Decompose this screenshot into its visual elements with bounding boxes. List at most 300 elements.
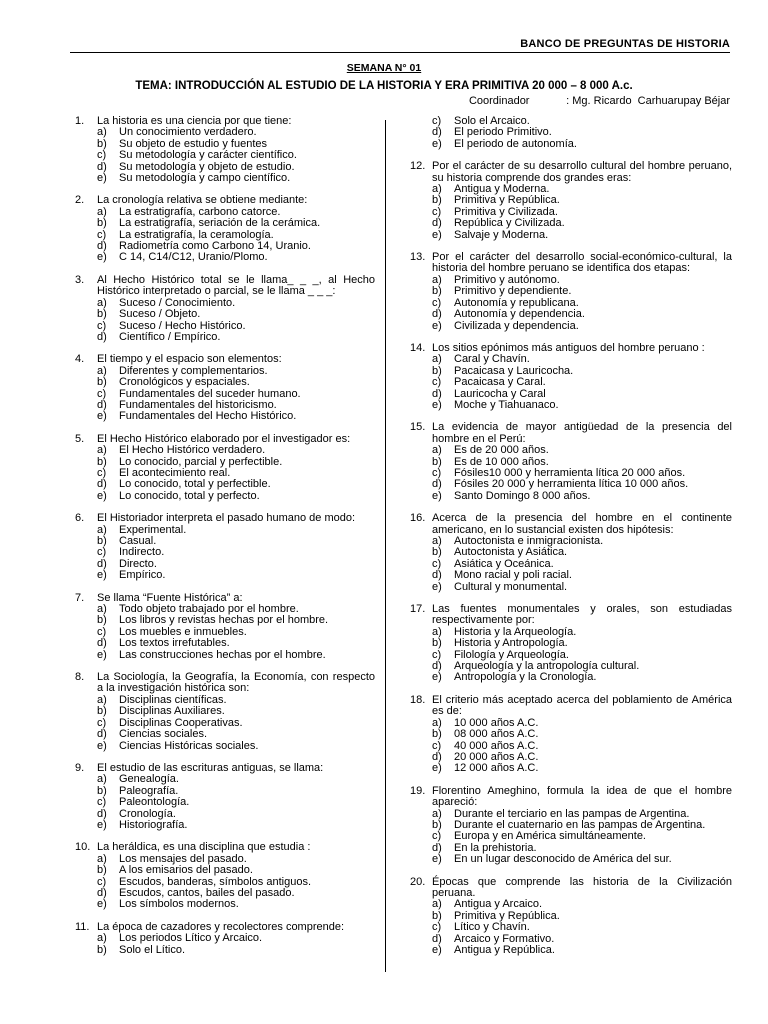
option-text: Los símbolos modernos. <box>119 898 239 911</box>
option-text: Ciencias Históricas sociales. <box>119 739 259 752</box>
answer-option <box>75 491 375 502</box>
option-letter: e) <box>432 580 442 593</box>
answer-option <box>75 945 375 956</box>
answer-option <box>75 899 375 910</box>
option-letter: b) <box>97 864 107 877</box>
option-letter: c) <box>97 387 107 400</box>
question-item <box>75 116 375 184</box>
option-text: Los textos irrefutables. <box>119 637 230 650</box>
left-column <box>75 116 375 967</box>
option-text: Lo conocido, total y perfectible. <box>119 478 271 491</box>
option-letter: c) <box>432 648 442 661</box>
option-text: Arqueología y la antropología cultural. <box>454 660 640 673</box>
option-letter: e) <box>432 489 442 502</box>
option-text: Primitiva y República. <box>454 194 560 207</box>
option-letter: d) <box>432 750 442 763</box>
option-text: Fósiles 20 000 y herramienta lítica 10 000 años. <box>454 478 689 491</box>
option-letter: a) <box>432 183 442 196</box>
option-text: Cronológicos y espaciales. <box>119 376 250 389</box>
option-text: Indirecto. <box>119 546 165 559</box>
option-letter: b) <box>432 637 442 650</box>
option-text: Científico / Empírico. <box>119 330 221 343</box>
question-number: 9. <box>75 761 85 774</box>
option-text: Asiática y Oceánica. <box>454 557 554 570</box>
option-text: Durante el terciario en las pampas de Argentina. <box>454 807 690 820</box>
question-text: La heráldica, es una disciplina que estudia : <box>97 841 311 854</box>
option-letter: c) <box>97 319 107 332</box>
question-number: 2. <box>75 194 85 207</box>
option-letter: e) <box>432 853 442 866</box>
q11-continuation <box>410 116 732 150</box>
option-text: 40 000 años A.C. <box>454 739 539 752</box>
option-letter: c) <box>432 830 442 843</box>
option-text: Lo conocido, total y perfecto. <box>119 489 260 502</box>
option-text: Paleografía. <box>119 784 179 797</box>
question-stem <box>75 672 375 695</box>
question-item <box>75 195 375 263</box>
option-text: Fósiles10 000 y herramienta lítica 20 000 años. <box>454 466 686 479</box>
column-divider <box>385 120 386 972</box>
option-text: 20 000 años A.C. <box>454 750 539 763</box>
answer-option <box>75 150 375 161</box>
question-text: La historia es una ciencia por que tiene: <box>97 115 292 127</box>
option-letter: c) <box>97 149 107 162</box>
answer-option <box>75 570 375 581</box>
option-text: Su metodología y carácter científico. <box>119 149 297 162</box>
question-stem <box>410 786 732 809</box>
option-text: República y Civilizada. <box>454 217 565 230</box>
option-letter: b) <box>432 546 442 559</box>
question-item <box>410 695 732 775</box>
option-letter: e) <box>432 671 442 684</box>
answer-option <box>410 570 732 581</box>
option-text: Ciencias sociales. <box>119 728 208 741</box>
option-text: 10 000 años A.C. <box>454 716 539 729</box>
option-text: Paleontología. <box>119 796 190 809</box>
option-text: Los periodos Lítico y Arcaico. <box>119 932 263 945</box>
option-letter: a) <box>97 205 107 218</box>
answer-option <box>410 218 732 229</box>
option-letter: a) <box>97 523 107 536</box>
option-text: 08 000 años A.C. <box>454 728 539 741</box>
question-item <box>410 877 732 957</box>
option-letter: c) <box>97 546 107 559</box>
option-letter: b) <box>97 784 107 797</box>
question-text: Al Hecho Histórico total se le llama_ _ _, al Hecho Histórico interpretado o parcial, se le llama _ _ _: <box>97 273 375 298</box>
option-letter: e) <box>97 410 107 423</box>
option-letter: d) <box>97 728 107 741</box>
option-text: Solo el Arcaico. <box>454 115 530 127</box>
answer-option <box>410 854 732 865</box>
option-letter: a) <box>432 273 442 286</box>
option-text: Todo objeto trabajado por el hombre. <box>119 603 299 616</box>
option-text: Pacaicasa y Caral. <box>454 376 546 389</box>
option-letter: e) <box>97 818 107 831</box>
option-letter: c) <box>97 716 107 729</box>
option-letter: d) <box>97 240 107 253</box>
option-letter: b) <box>97 614 107 627</box>
question-number: 17. <box>410 603 426 616</box>
option-text: Es de 10 000 años. <box>454 455 549 468</box>
question-text: Por el carácter del desarrollo social-económico-cultural, la historia del hombre peruano se identifica dos etapas: <box>432 251 732 275</box>
option-letter: e) <box>97 648 107 661</box>
option-letter: a) <box>97 603 107 616</box>
option-letter: c) <box>97 625 107 638</box>
answer-option <box>410 321 732 332</box>
option-letter: a) <box>97 773 107 786</box>
answer-option <box>75 865 375 876</box>
option-text: El periodo Primitivo. <box>454 126 552 139</box>
question-item <box>75 763 375 831</box>
option-text: Historia y la Arqueología. <box>454 625 577 638</box>
option-letter: c) <box>432 466 442 479</box>
option-text: Diferentes y complementarios. <box>119 364 268 377</box>
question-item <box>75 513 375 581</box>
question-item <box>410 786 732 866</box>
question-text: La Sociología, la Geografía, la Economía, con respecto a la investigación histórica son: <box>97 671 375 695</box>
answer-option <box>75 445 375 456</box>
option-letter: e) <box>97 569 107 582</box>
option-letter: e) <box>432 137 442 150</box>
option-letter: c) <box>432 115 442 127</box>
option-letter: d) <box>97 557 107 570</box>
option-text: Genealogía. <box>119 773 179 786</box>
answer-option <box>75 774 375 785</box>
option-text: Autoctonista e inmigracionista. <box>454 535 604 547</box>
answer-option <box>410 230 732 241</box>
question-item <box>75 922 375 956</box>
option-text: La estratigrafía, la ceramología. <box>119 228 274 241</box>
question-number: 8. <box>75 671 85 684</box>
option-text: Un conocimiento verdadero. <box>119 126 257 139</box>
option-letter: d) <box>97 478 107 491</box>
option-letter: a) <box>97 364 107 377</box>
option-text: Primitiva y República. <box>454 909 560 922</box>
option-letter: d) <box>432 387 442 400</box>
option-text: Salvaje y Moderna. <box>454 228 549 241</box>
option-letter: a) <box>432 807 442 820</box>
option-letter: b) <box>97 455 107 468</box>
question-number: 1. <box>75 115 85 127</box>
option-text: Escudos, banderas, símbolos antiguos. <box>119 875 312 888</box>
option-letter: d) <box>97 886 107 899</box>
option-text: Los muebles e inmuebles. <box>119 625 247 638</box>
option-letter: a) <box>97 693 107 706</box>
option-text: Historia y Antropología. <box>454 637 568 650</box>
option-text: Su metodología y campo científico. <box>119 172 291 185</box>
option-letter: d) <box>432 308 442 321</box>
option-text: Antigua y República. <box>454 944 555 956</box>
option-text: Directo. <box>119 557 157 570</box>
question-item <box>410 343 732 411</box>
option-text: Cronología. <box>119 807 176 820</box>
question-text: Acerca de la presencia del hombre en el continente americano, en lo sustancial existen dos hipótesis: <box>432 512 732 536</box>
question-item <box>75 672 375 752</box>
option-text: Moche y Tiahuanaco. <box>454 398 559 411</box>
question-number: 20. <box>410 875 426 888</box>
option-text: Su metodología y objeto de estudio. <box>119 160 295 173</box>
option-text: El periodo de autonomía. <box>454 137 577 150</box>
option-letter: d) <box>97 160 107 173</box>
question-text: La cronología relativa se obtiene mediante: <box>97 194 308 207</box>
answer-option <box>410 377 732 388</box>
option-text: Autonomía y dependencia. <box>454 308 585 321</box>
answer-option <box>410 491 732 502</box>
option-text: Caral y Chavín. <box>454 353 530 366</box>
option-text: En un lugar desconocido de América del sur. <box>454 853 672 866</box>
answer-option <box>410 729 732 740</box>
topic-heading: TEMA: INTRODUCCIÓN AL ESTUDIO DE LA HISTORIA Y ERA PRIMITIVA 20 000 – 8 000 A.c. <box>135 80 633 92</box>
option-letter: d) <box>432 217 442 230</box>
option-letter: a) <box>432 625 442 638</box>
answer-option <box>410 354 732 365</box>
option-letter: d) <box>432 660 442 673</box>
question-text: El Historiador interpreta el pasado humano de modo: <box>97 512 356 525</box>
option-text: Lauricocha y Caral <box>454 387 546 400</box>
option-text: Disciplinas científicas. <box>119 693 227 706</box>
question-text: Épocas que comprende las historia de la Civilización peruana. <box>432 875 732 899</box>
answer-option <box>410 763 732 774</box>
answer-option <box>75 332 375 343</box>
option-letter: b) <box>432 194 442 207</box>
question-stem <box>75 354 375 365</box>
option-text: Suceso / Conocimiento. <box>119 296 236 309</box>
option-letter: b) <box>97 705 107 718</box>
option-letter: e) <box>432 944 442 956</box>
option-text: Autonomía y republicana. <box>454 296 579 309</box>
question-text: El estudio de las escrituras antiguas, se llama: <box>97 761 324 774</box>
option-letter: e) <box>97 739 107 752</box>
question-item <box>410 604 732 684</box>
option-text: Lítico y Chavín. <box>454 921 530 934</box>
question-stem <box>410 252 732 275</box>
question-stem <box>75 513 375 524</box>
option-text: A los emisarios del pasado. <box>119 864 253 877</box>
question-text: El Hecho Histórico elaborado por el investigador es: <box>97 432 351 445</box>
option-text: Primitivo y autónomo. <box>454 273 560 286</box>
option-text: Fundamentales del historicismo. <box>119 398 277 411</box>
answer-option <box>410 309 732 320</box>
question-number: 15. <box>410 421 426 434</box>
week-heading: SEMANA N° 01 <box>346 62 422 74</box>
answer-option <box>75 252 375 263</box>
option-letter: c) <box>97 875 107 888</box>
option-letter: a) <box>432 353 442 366</box>
option-letter: b) <box>432 728 442 741</box>
option-letter: a) <box>432 444 442 457</box>
option-text: Filología y Arqueología. <box>454 648 569 661</box>
option-text: 12 000 años A.C. <box>454 762 539 775</box>
question-item <box>75 275 375 343</box>
option-letter: d) <box>97 637 107 650</box>
answer-option <box>410 945 732 956</box>
option-letter: c) <box>432 739 442 752</box>
answer-option <box>75 729 375 740</box>
option-letter: c) <box>97 228 107 241</box>
question-number: 5. <box>75 432 85 445</box>
question-item <box>410 161 732 241</box>
option-letter: b) <box>97 217 107 230</box>
option-letter: e) <box>97 172 107 185</box>
option-text: En la prehistoria. <box>454 841 537 854</box>
question-number: 6. <box>75 512 85 525</box>
option-text: Autoctonista y Asiática. <box>454 546 568 559</box>
answer-option <box>410 922 732 933</box>
option-text: Empírico. <box>119 569 166 582</box>
option-letter: a) <box>97 126 107 139</box>
option-letter: c) <box>432 921 442 934</box>
answer-option <box>75 638 375 649</box>
option-text: Civilizada y dependencia. <box>454 319 579 332</box>
answer-option <box>75 411 375 422</box>
question-stem <box>410 161 732 184</box>
question-item <box>410 422 732 502</box>
option-letter: c) <box>432 557 442 570</box>
question-stem <box>410 695 732 718</box>
answer-option <box>75 820 375 831</box>
question-number: 18. <box>410 693 426 706</box>
answer-option <box>410 139 732 150</box>
question-number: 16. <box>410 512 426 525</box>
option-letter: b) <box>97 376 107 389</box>
question-stem <box>410 604 732 627</box>
option-letter: c) <box>97 466 107 479</box>
question-number: 14. <box>410 341 426 354</box>
answer-option <box>410 638 732 649</box>
question-stem <box>410 422 732 445</box>
option-letter: e) <box>432 762 442 775</box>
option-text: Lo conocido, parcial y perfectible. <box>119 455 283 468</box>
answer-option <box>75 309 375 320</box>
question-text: La época de cazadores y recolectores comprende: <box>97 920 345 933</box>
option-text: Las construcciones hechas por el hombre. <box>119 648 326 661</box>
option-letter: b) <box>97 137 107 150</box>
option-text: La estratigrafía, seriación de la cerámica. <box>119 217 321 230</box>
question-text: Florentino Ameghino, formula la idea de que el hombre apareció: <box>432 784 732 809</box>
option-text: Fundamentales del suceder humano. <box>119 387 301 400</box>
option-text: Los libros y revistas hechas por el hombre. <box>119 614 329 627</box>
option-letter: c) <box>432 205 442 218</box>
question-number: 3. <box>75 273 85 286</box>
answer-option <box>75 218 375 229</box>
option-letter: e) <box>432 398 442 411</box>
option-text: Radiometría como Carbono 14, Uranio. <box>119 240 311 253</box>
option-letter: c) <box>432 296 442 309</box>
answer-option <box>75 741 375 752</box>
question-text: Por el carácter de su desarrollo cultural del hombre peruano, su historia comprende dos grandes eras: <box>432 160 732 184</box>
question-text: Los sitios epónimos más antiguos del hombre peruano : <box>432 341 705 354</box>
option-letter: a) <box>97 932 107 945</box>
answer-option <box>410 445 732 456</box>
option-text: Cultural y monumental. <box>454 580 568 593</box>
option-text: Antropología y la Cronología. <box>454 671 597 684</box>
option-text: Arcaico y Formativo. <box>454 932 555 945</box>
question-number: 4. <box>75 353 85 366</box>
option-text: Mono racial y poli racial. <box>454 569 572 582</box>
answer-option <box>75 797 375 808</box>
option-letter: d) <box>97 330 107 343</box>
option-letter: b) <box>97 308 107 321</box>
option-text: Su objeto de estudio y fuentes <box>119 137 267 150</box>
option-letter: a) <box>432 716 442 729</box>
option-text: Fundamentales del Hecho Histórico. <box>119 410 297 423</box>
option-text: El acontecimiento real. <box>119 466 231 479</box>
option-letter: d) <box>97 807 107 820</box>
option-letter: e) <box>97 489 107 502</box>
option-text: Primitivo y dependiente. <box>454 285 572 298</box>
question-text: Se llama “Fuente Histórica” a: <box>97 591 243 604</box>
option-text: Solo el Lítico. <box>119 943 186 956</box>
answer-option <box>75 650 375 661</box>
option-letter: e) <box>97 251 107 264</box>
answer-option <box>75 377 375 388</box>
option-letter: b) <box>432 818 442 831</box>
question-text: El criterio más aceptado acerca del poblamiento de América es de: <box>432 693 732 718</box>
option-letter: d) <box>432 932 442 945</box>
question-stem <box>410 877 732 900</box>
answer-option <box>410 286 732 297</box>
question-text: Las fuentes monumentales y orales, son estudiadas respectivamente por: <box>432 603 732 627</box>
option-letter: e) <box>97 898 107 911</box>
option-letter: d) <box>432 569 442 582</box>
option-text: Primitiva y Civilizada. <box>454 205 558 218</box>
answer-option <box>75 706 375 717</box>
document-title: BANCO DE PREGUNTAS DE HISTORIA <box>520 38 730 50</box>
question-item <box>75 354 375 422</box>
option-text: Durante el cuaternario en las pampas de Argentina. <box>454 818 706 831</box>
option-letter: d) <box>432 478 442 491</box>
option-letter: a) <box>97 852 107 865</box>
option-letter: a) <box>432 898 442 911</box>
answer-option <box>75 933 375 944</box>
question-text: La evidencia de mayor antigüedad de la presencia del hombre en el Perú: <box>432 421 732 445</box>
option-text: Disciplinas Auxiliares. <box>119 705 225 718</box>
option-letter: b) <box>97 943 107 956</box>
option-text: Antigua y Moderna. <box>454 183 550 196</box>
option-letter: b) <box>432 909 442 922</box>
option-letter: c) <box>432 376 442 389</box>
option-letter: b) <box>97 535 107 547</box>
option-text: Pacaicasa y Lauricocha. <box>454 364 574 377</box>
option-text: Escudos, cantos, bailes del pasado. <box>119 886 295 899</box>
question-item <box>75 593 375 661</box>
option-text: Disciplinas Cooperativas. <box>119 716 243 729</box>
option-text: Casual. <box>119 535 157 547</box>
question-stem <box>75 275 375 298</box>
option-letter: b) <box>432 364 442 377</box>
answer-option <box>410 672 732 683</box>
option-letter: d) <box>97 398 107 411</box>
option-text: Es de 20 000 años. <box>454 444 549 457</box>
option-text: Los mensajes del pasado. <box>119 852 247 865</box>
option-letter: a) <box>97 296 107 309</box>
question-number: 10. <box>75 841 91 854</box>
option-letter: b) <box>432 285 442 298</box>
option-letter: b) <box>432 455 442 468</box>
option-letter: e) <box>432 319 442 332</box>
option-letter: a) <box>432 535 442 547</box>
option-letter: a) <box>97 444 107 457</box>
question-item <box>410 513 732 593</box>
option-text: Antigua y Arcaico. <box>454 898 543 911</box>
question-number: 12. <box>410 160 426 173</box>
option-text: Historiografía. <box>119 818 188 831</box>
question-number: 7. <box>75 591 85 604</box>
answer-option <box>410 582 732 593</box>
question-stem <box>410 513 732 536</box>
option-text: C 14, C14/C12, Uranio/Plomo. <box>119 251 268 264</box>
right-column <box>410 116 732 967</box>
